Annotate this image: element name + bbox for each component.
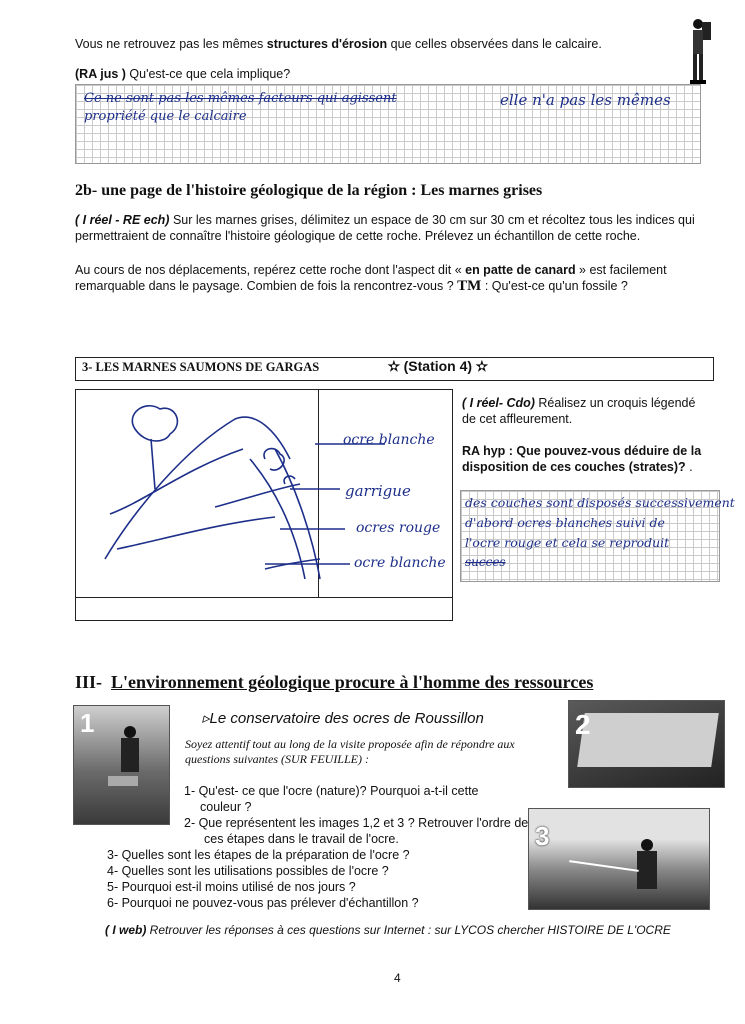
sketch-label-3: ocres rouge: [356, 520, 441, 536]
hiker-icon: [686, 14, 714, 86]
visit-instructions: Soyez attentif tout au long de la visite proposée afin de répondre aux questions suivantes (SUR FEUILLE) :: [185, 737, 515, 766]
page-number: 4: [394, 971, 401, 985]
strata-question: RA hyp : Que pouvez-vous déduire de la disposition de ces couches (strates)? .: [462, 444, 702, 474]
croquis-instruction: ( I réel- Cdo) Réalisez un croquis légendé de cet affleurement.: [462, 396, 696, 426]
intro-question: (RA jus ) Qu'est-ce que cela implique?: [75, 67, 291, 81]
question-1: 1- Qu'est- ce que l'ocre (nature)? Pourquoi a-t-il cette couleur ?: [184, 784, 479, 814]
conservatoire-subtitle: ▹Le conservatoire des ocres de Roussillon: [202, 710, 484, 727]
section-2b-title: 2b- une page de l'histoire géologique de la région : Les marnes grises: [75, 182, 543, 199]
section-3-title: 3- LES MARNES SAUMONS DE GARGAS: [82, 360, 320, 374]
question-5: 5- Pourquoi est-il moins utilisé de nos jours ?: [107, 880, 356, 894]
section-iii-title: III- L'environnement géologique procure à l'homme des ressources: [75, 672, 594, 692]
section-2b-paragraph-1: ( I réel - RE ech) Sur les marnes grises, délimitez un espace de 30 cm sur 30 cm et récoltez tous les indices qui permettraient de connaître l'histoire géologique de cette roche. Prélevez un échantillon de cette roche.: [75, 213, 695, 243]
ocre-image-3: 3: [528, 808, 710, 910]
sketch-label-2: garrigue: [345, 482, 411, 500]
question-4: 4- Quelles sont les utilisations possibles de l'ocre ?: [107, 864, 389, 878]
web-instruction: ( I web) Retrouver les réponses à ces questions sur Internet : sur LYCOS chercher HISTOIRE DE L'OCRE: [105, 923, 671, 937]
answer-grid-1[interactable]: Ce ne sont pas les mêmes facteurs qui agissent elle n'a pas les mêmes propriété que le calcaire: [75, 84, 701, 164]
question-6: 6- Pourquoi ne pouvez-vous pas prélever d'échantillon ?: [107, 896, 419, 910]
sketch-caption-line: [75, 597, 452, 598]
question-3: 3- Quelles sont les étapes de la préparation de l'ocre ?: [107, 848, 410, 862]
answer-grid-2[interactable]: des couches sont disposés successivement d'abord ocres blanches suivi de l'ocre rouge et cela se reproduit succes: [460, 490, 720, 582]
ocre-image-2: 2: [568, 700, 725, 788]
intro-line: Vous ne retrouvez pas les mêmes structures d'érosion que celles observées dans le calcaire.: [75, 37, 602, 51]
sketch-label-1: ocre blanche: [343, 432, 435, 448]
sketch-label-4: ocre blanche: [354, 555, 446, 571]
ocre-image-1: 1: [73, 705, 170, 825]
station-label: ✫ (Station 4) ✫: [388, 358, 488, 374]
question-2: 2- Que représentent les images 1,2 et 3 ? Retrouver l'ordre de ces étapes dans le travail de l'ocre.: [184, 816, 529, 846]
section-2b-paragraph-2: Au cours de nos déplacements, repérez cette roche dont l'aspect dit « en patte de canard » est facilement remarquable dans le paysage. Combien de fois la rencontrez-vous ? TM : Qu'est-ce qu'un fossile ?: [75, 263, 667, 294]
